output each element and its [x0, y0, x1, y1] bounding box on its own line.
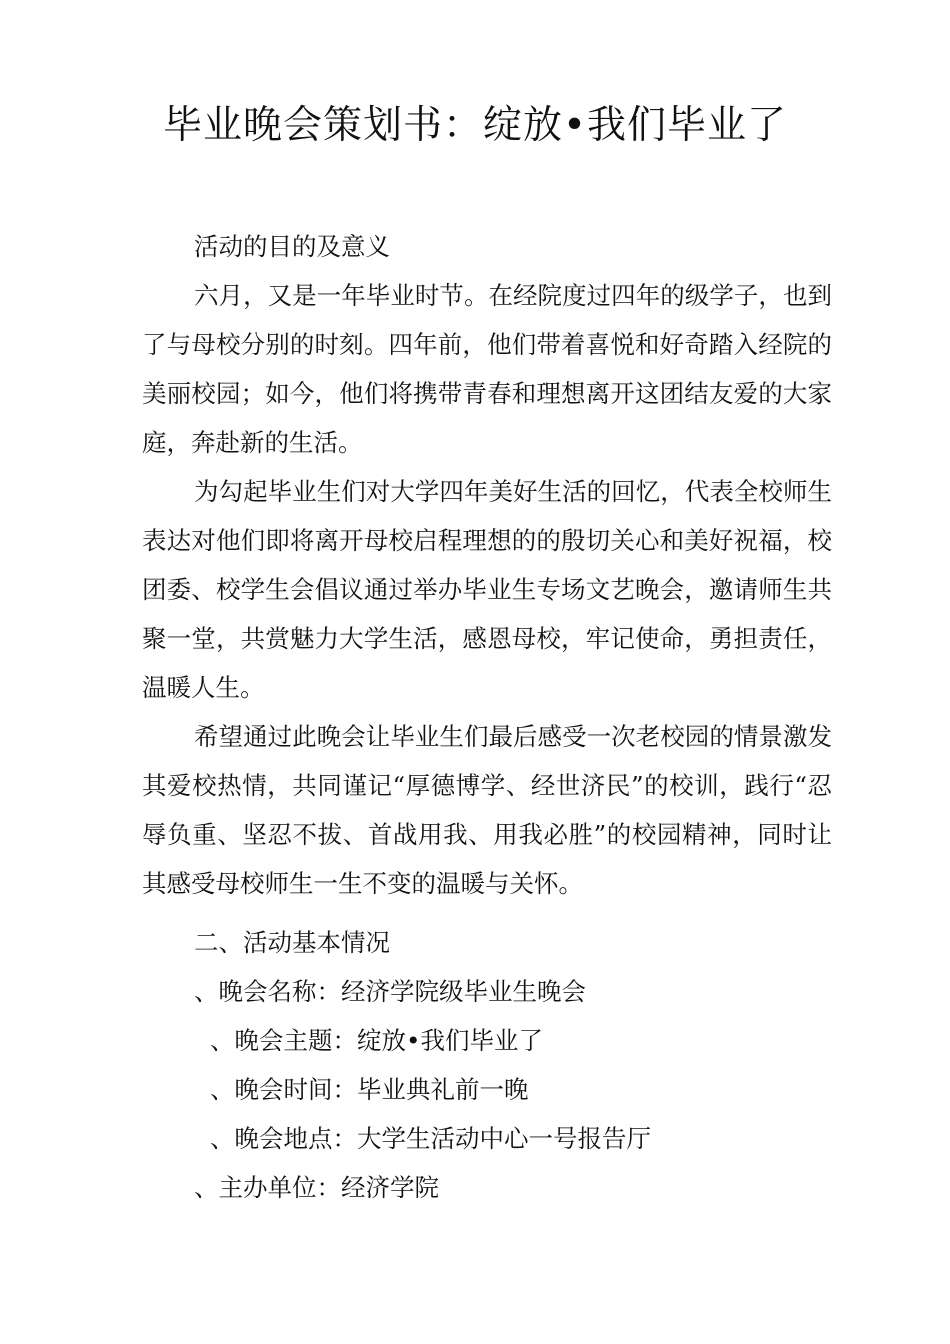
document-title: 毕业晚会策划书：绽放•我们毕业了	[162, 103, 787, 148]
section-heading-basic-info: 二、活动基本情况	[194, 928, 390, 957]
section-heading-purpose: 活动的目的及意义	[194, 232, 390, 261]
list-item-event-name: 、晚会名称：经济学院级毕业生晚会	[194, 977, 586, 1006]
list-item-event-time: 、晚会时间：毕业典礼前一晚	[210, 1075, 529, 1104]
list-item-event-location: 、晚会地点：大学生活动中心一号报告厅	[210, 1124, 651, 1153]
paragraph-intro: 六月，又是一年毕业时节。在经院度过四年的级学子，也到了与母校分别的时刻。四年前，他们带着喜悦和好奇踏入经院的美丽校园；如今，他们将携带青春和理想离开这团结友爱的大家庭，奔赴新的生活。	[142, 281, 832, 457]
paragraph-hope: 希望通过此晚会让毕业生们最后感受一次老校园的情景激发其爱校热情，共同谨记“厚德博学、经世济民”的校训，践行“忍辱负重、坚忍不拔、首战用我、用我必胜”的校园精神，同时让其感受母校师生一生不变的温暖与关怀。	[142, 722, 832, 898]
document-body	[142, 222, 832, 1212]
list-item-organizer: 、主办单位：经济学院	[194, 1173, 439, 1202]
list-item-event-theme: 、晚会主题：绽放•我们毕业了	[210, 1026, 543, 1055]
paragraph-purpose: 为勾起毕业生们对大学四年美好生活的回忆，代表全校师生表达对他们即将离开母校启程理想的的殷切关心和美好祝福，校团委、校学生会倡议通过举办毕业生专场文艺晚会，邀请师生共聚一堂，共赏魅力大学生活，感恩母校，牢记使命，勇担责任，温暖人生。	[142, 477, 832, 702]
